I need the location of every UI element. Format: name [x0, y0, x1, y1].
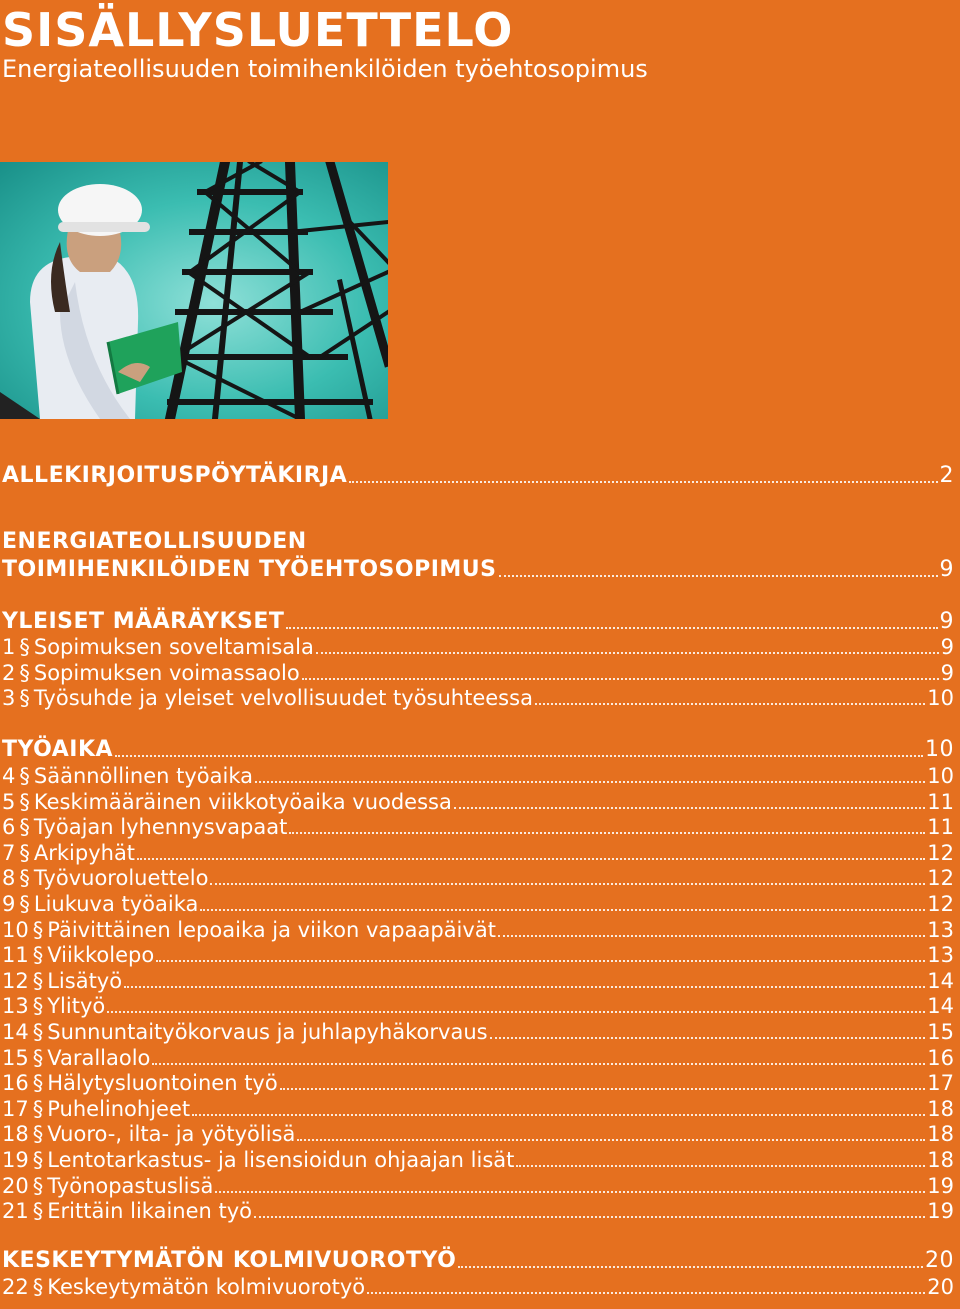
- section-number: 3: [2, 686, 16, 710]
- page-number: 15: [927, 1020, 954, 1044]
- page-number: 9: [939, 609, 954, 634]
- section-number: 5: [2, 789, 16, 814]
- section-number: 15: [2, 1045, 29, 1070]
- page-number: 17: [927, 1071, 954, 1096]
- section-title: Säännöllinen työaika: [33, 764, 254, 788]
- section-symbol: §: [32, 994, 44, 1019]
- section-symbol: §: [19, 686, 30, 710]
- toc-heading-energiateollisuuden: ENERGIATEOLLISUUDEN: [2, 529, 307, 554]
- section-number: 2: [2, 660, 16, 685]
- section-number: 22: [2, 1275, 29, 1299]
- page-number: 16: [927, 1045, 954, 1070]
- toc-entry[interactable]: [2, 685, 954, 711]
- section-number: 20: [2, 1173, 29, 1198]
- toc-entry-label: [2, 1147, 514, 1173]
- table-of-contents: [2, 0, 954, 1309]
- section-number: 21: [2, 1199, 29, 1224]
- toc-entry[interactable]: [2, 1019, 954, 1045]
- toc-entry-label: [2, 660, 300, 686]
- page-number: 10: [927, 764, 954, 788]
- section-symbol: §: [19, 635, 30, 659]
- toc-entry-label: [2, 789, 452, 815]
- section-number: 12: [2, 968, 29, 993]
- toc-entry[interactable]: [2, 993, 954, 1019]
- dot-leader: [107, 1007, 925, 1013]
- section-number: 11: [2, 943, 29, 968]
- page-number: 12: [927, 840, 954, 865]
- dot-leader: [124, 982, 925, 988]
- section-symbol: §: [32, 1071, 44, 1096]
- section-symbol: §: [32, 943, 44, 968]
- section-symbol: §: [19, 892, 30, 916]
- toc-entry-label: [2, 993, 105, 1019]
- toc-entry-label: [2, 1045, 150, 1071]
- section-number: 13: [2, 994, 29, 1019]
- toc-entry[interactable]: [2, 1198, 954, 1224]
- section-title: Puhelinohjeet: [47, 1096, 191, 1121]
- toc-entry[interactable]: [2, 1045, 954, 1071]
- toc-entry-label: [2, 1198, 252, 1224]
- page-number: 2: [939, 463, 954, 488]
- dot-leader: [255, 777, 925, 783]
- toc-entry[interactable]: [2, 814, 954, 840]
- page-number: 9: [940, 660, 954, 685]
- page-number: 19: [927, 1199, 954, 1224]
- section-title: Päivittäinen lepoaika ja viikon vapaapäivät: [47, 917, 496, 942]
- dot-leader: [200, 905, 925, 911]
- section-title: Sunnuntaityökorvaus ja juhlapyhäkorvaus: [47, 1020, 488, 1044]
- page-number: 11: [927, 815, 954, 840]
- toc-entry[interactable]: [2, 1147, 954, 1173]
- toc-entry-tyoaika[interactable]: TYÖAIKA 10: [2, 737, 954, 762]
- page-number: 13: [927, 943, 954, 968]
- page-subtitle: Energiateollisuuden toimihenkilöiden työehtosopimus: [2, 55, 648, 83]
- section-number: 16: [2, 1071, 29, 1096]
- toc-entry-kolmivuorotyo[interactable]: KESKEYTYMÄTÖN KOLMIVUOROTYÖ 20: [2, 1248, 954, 1273]
- toc-entry-label: [2, 634, 314, 660]
- dot-leader: [490, 1033, 926, 1039]
- section-number: 6: [2, 815, 16, 840]
- toc-entry[interactable]: [2, 1070, 954, 1096]
- toc-entry[interactable]: [2, 1096, 954, 1122]
- dot-leader: [458, 1262, 923, 1268]
- toc-entry-label: [2, 1173, 213, 1199]
- page-number: 10: [925, 737, 954, 762]
- dot-leader: [152, 1059, 925, 1065]
- toc-entry-allekirjoituspoytakirja[interactable]: ALLEKIRJOITUSPÖYTÄKIRJA 2: [2, 463, 954, 488]
- page-number: 9: [940, 635, 954, 659]
- toc-entry-label: [2, 1096, 190, 1122]
- toc-entry-label: [2, 814, 287, 840]
- dot-leader: [254, 1212, 925, 1218]
- page-number: 9: [939, 557, 954, 582]
- dot-leader: [192, 1110, 925, 1116]
- page-number: 12: [927, 892, 954, 916]
- section-symbol: §: [32, 1173, 44, 1198]
- dot-leader: [516, 1161, 925, 1167]
- section-symbol: §: [32, 1148, 44, 1172]
- page-number: 18: [927, 1148, 954, 1172]
- section-symbol: §: [19, 660, 30, 685]
- section-title: Sopimuksen voimassaolo: [33, 660, 300, 685]
- dot-leader: [280, 1084, 926, 1090]
- toc-entry-label: [2, 1019, 488, 1045]
- section-symbol: §: [32, 1199, 44, 1224]
- section-number: 8: [2, 866, 16, 891]
- page-number: 20: [927, 1275, 954, 1299]
- toc-entry[interactable]: [2, 840, 954, 866]
- toc-entry-label: [2, 763, 253, 789]
- section-symbol: §: [32, 1096, 44, 1121]
- page-number: 18: [927, 1096, 954, 1121]
- section-number: 7: [2, 840, 16, 865]
- section-title: Lisätyö: [47, 968, 123, 993]
- page-number: 14: [927, 994, 954, 1019]
- section-title: Sopimuksen soveltamisala: [33, 635, 314, 659]
- toc-entry-label: [2, 1070, 278, 1096]
- section-number: 9: [2, 892, 16, 916]
- toc-entry[interactable]: [2, 942, 954, 968]
- page-number: 20: [925, 1248, 954, 1273]
- toc-entry-label: [2, 865, 208, 891]
- section-title: Erittäin likainen työ: [47, 1199, 253, 1224]
- toc-entry-label: [2, 685, 533, 711]
- section-title: Työnopastuslisä: [47, 1173, 214, 1198]
- section-title: Keskeytymätön kolmivuorotyö: [47, 1275, 366, 1299]
- section-number: 10: [2, 917, 29, 942]
- toc-entry[interactable]: [2, 865, 954, 891]
- section-title: Työsuhde ja yleiset velvollisuudet työsuhteessa: [33, 686, 533, 710]
- section-title: Työajan lyhennysvapaat: [33, 815, 288, 840]
- dot-leader: [499, 571, 938, 577]
- section-title: Hälytysluontoinen työ: [47, 1071, 278, 1096]
- section-symbol: §: [32, 1122, 44, 1147]
- section-number: 1: [2, 635, 16, 659]
- toc-entry[interactable]: [2, 789, 954, 815]
- section-title: Arkipyhät: [33, 840, 136, 865]
- page-number: 18: [927, 1122, 954, 1147]
- section-title: Vuoro-, ilta- ja yötyölisä: [47, 1122, 296, 1147]
- toc-entry-label: [2, 1274, 365, 1300]
- section-title: Viikkolepo: [47, 943, 155, 968]
- dot-leader: [535, 699, 925, 705]
- dot-leader: [115, 751, 923, 757]
- toc-entry[interactable]: [2, 917, 954, 943]
- section-symbol: §: [32, 917, 44, 942]
- section-symbol: §: [32, 1020, 44, 1044]
- section-title: Lentotarkastus- ja lisensioidun ohjaajan lisät: [47, 1148, 515, 1172]
- section-title: Työvuoroluettelo: [33, 866, 209, 891]
- toc-entry[interactable]: [2, 660, 954, 686]
- section-symbol: §: [19, 764, 30, 788]
- toc-entry-label: [2, 1121, 295, 1147]
- dot-leader: [156, 956, 925, 962]
- dot-leader: [498, 931, 925, 937]
- toc-entry[interactable]: [2, 968, 954, 994]
- section-symbol: §: [19, 840, 30, 865]
- toc-entry-label: [2, 942, 154, 968]
- toc-entry-yleiset-maaraykset[interactable]: YLEISET MÄÄRÄYKSET 9: [2, 609, 954, 634]
- dot-leader: [349, 477, 937, 483]
- page-number: 19: [927, 1173, 954, 1198]
- section-symbol: §: [19, 789, 30, 814]
- dot-leader: [137, 854, 925, 860]
- page-number: 14: [927, 968, 954, 993]
- section-symbol: §: [19, 866, 30, 891]
- page-number: 12: [927, 866, 954, 891]
- page-number: 11: [927, 789, 954, 814]
- toc-entry-tyoehtosopimus[interactable]: TOIMIHENKILÖIDEN TYÖEHTOSOPIMUS 9: [2, 557, 954, 582]
- section-symbol: §: [32, 968, 44, 993]
- dot-leader: [367, 1288, 925, 1294]
- toc-entry-label: [2, 840, 135, 866]
- toc-entry[interactable]: [2, 891, 954, 917]
- section-title: Ylityö: [47, 994, 106, 1019]
- dot-leader: [454, 803, 925, 809]
- dot-leader: [289, 828, 925, 834]
- section-title: Liukuva työaika: [33, 892, 199, 916]
- dot-leader: [215, 1187, 925, 1193]
- toc-entry[interactable]: [2, 1173, 954, 1199]
- section-number: 4: [2, 764, 16, 788]
- toc-entry-label: [2, 968, 122, 994]
- toc-entry-label: [2, 917, 496, 943]
- section-title: Varallaolo: [47, 1045, 151, 1070]
- section-number: 18: [2, 1122, 29, 1147]
- toc-entry-label: [2, 891, 198, 917]
- section-title: Keskimääräinen viikkotyöaika vuodessa: [33, 789, 452, 814]
- section-symbol: §: [19, 815, 30, 840]
- dot-leader: [316, 648, 939, 654]
- section-symbol: §: [32, 1275, 44, 1299]
- dot-leader: [297, 1135, 925, 1141]
- section-number: 14: [2, 1020, 29, 1044]
- page-number: 13: [927, 917, 954, 942]
- toc-entry[interactable]: [2, 1121, 954, 1147]
- section-number: 19: [2, 1148, 29, 1172]
- toc-entry[interactable]: [2, 763, 954, 789]
- toc-entry[interactable]: [2, 1274, 954, 1300]
- toc-entry[interactable]: [2, 634, 954, 660]
- section-number: 17: [2, 1096, 29, 1121]
- dot-leader: [286, 623, 937, 629]
- section-symbol: §: [32, 1045, 44, 1070]
- page-number: 10: [927, 686, 954, 710]
- page-title: SISÄLLYSLUETTELO: [2, 3, 514, 57]
- dot-leader: [302, 674, 939, 680]
- dot-leader: [210, 879, 925, 885]
